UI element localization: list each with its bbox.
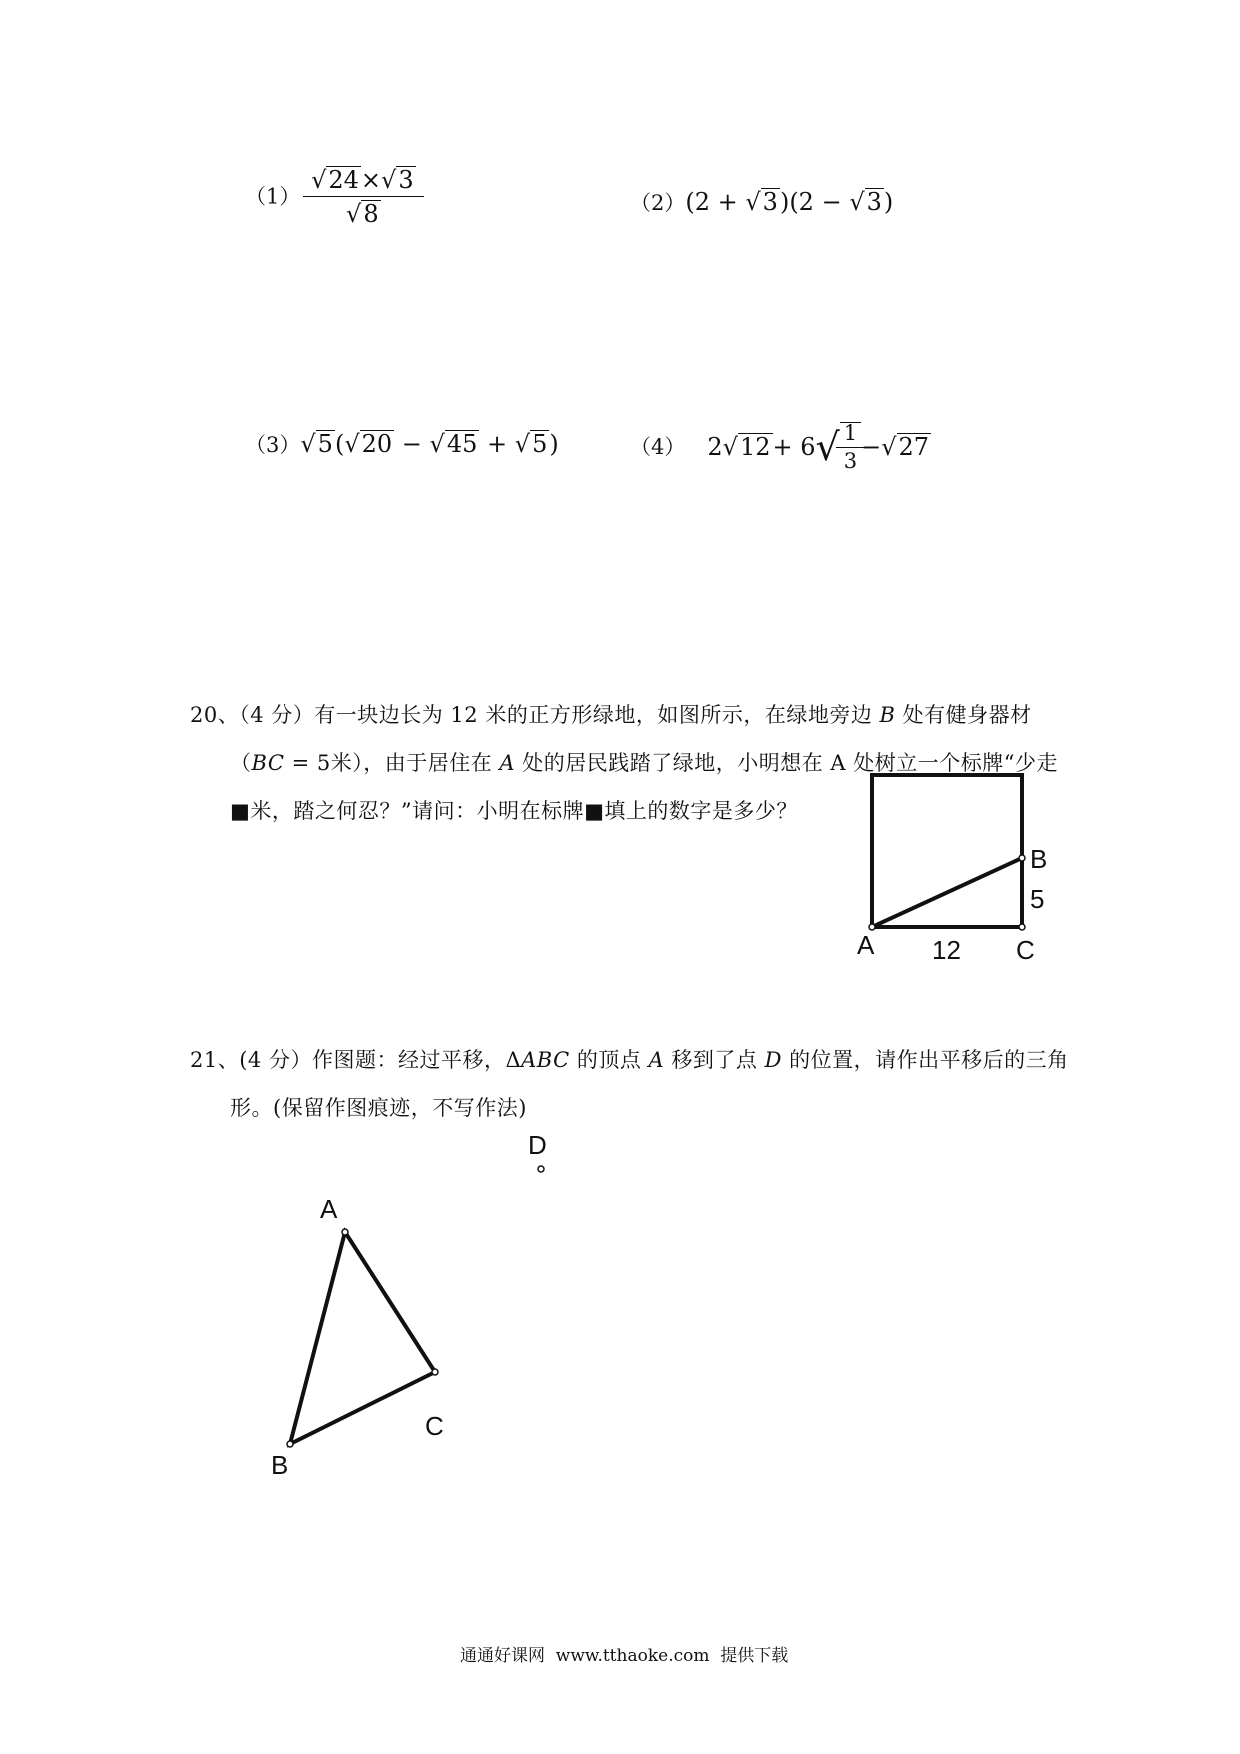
- q20-figure: [872, 775, 1022, 927]
- label-side-length: 12: [932, 935, 961, 965]
- vertex-c: [432, 1369, 438, 1375]
- q21-line-1: [190, 1050, 1069, 1071]
- q21-text: 形。(保留作图痕迹，不写作法): [230, 1096, 527, 1120]
- paren: (: [334, 430, 345, 458]
- q20-text: （: [230, 751, 252, 775]
- q20-text: ■米，踏之何忍？”请问：小明在标牌■填上的数字是多少？: [230, 799, 798, 823]
- radicand-45: 45: [446, 430, 478, 458]
- problem-1-fraction: $\frac{√24\times√3}{√8}$: [307, 166, 420, 228]
- radicand-24: 24: [328, 166, 359, 194]
- triangle-abc: [290, 1232, 435, 1444]
- label-vertex-a: A: [320, 1194, 338, 1224]
- radicand-12: 12: [739, 433, 771, 462]
- plus-six: + 6: [772, 433, 816, 461]
- coefficient: 2: [707, 433, 723, 461]
- q21-figure: [290, 1232, 435, 1444]
- plus-sign: +: [479, 430, 515, 458]
- times-sign: ×: [360, 166, 382, 194]
- radicand-3: 3: [762, 188, 778, 216]
- square-outline: [872, 775, 1022, 927]
- vertex-a: [342, 1229, 348, 1235]
- problem-1-label: （1）: [245, 184, 301, 209]
- paren: ): [549, 430, 559, 458]
- problem-2-part: ): [883, 188, 894, 216]
- fraction-denominator: 3: [836, 447, 865, 472]
- q21-text: 的位置，请作出平移后的三角: [781, 1048, 1069, 1072]
- segment-ab: [872, 858, 1022, 927]
- problem-2-part: )(2 −: [779, 188, 850, 216]
- label-d: D: [528, 1130, 547, 1160]
- problem-3-label: （3）: [245, 433, 301, 457]
- footer-credit: 通通好课网 www.tthaoke.com 提供下载: [460, 1646, 789, 1666]
- q20-text: 处有健身器材: [895, 703, 1032, 727]
- problem-2: （2）(2 + √3)(2 − √3): [630, 188, 894, 216]
- point-d: [538, 1166, 544, 1172]
- label-vertex-c: C: [425, 1411, 444, 1441]
- vertex-b: [287, 1441, 293, 1447]
- radicand-3: 3: [866, 188, 882, 216]
- radicand-5: 5: [317, 430, 333, 458]
- label-a: A: [857, 930, 875, 960]
- label-c: C: [1016, 935, 1035, 965]
- problem-4-label: （4）: [630, 434, 686, 459]
- q20-var: BC: [251, 751, 285, 775]
- label-bc-length: 5: [1030, 884, 1045, 914]
- problem-4: （4） 2 √ 12 + 6 √ $\frac{1}{3}$ − √ 27: [630, 421, 930, 473]
- q20-text: = 5米），由于居住在: [284, 751, 500, 775]
- q20-text: 处的居民践踏了绿地，小明想在 A 处树立一个标牌“少走: [515, 751, 1058, 775]
- fraction-numerator: 1: [843, 421, 858, 445]
- big-radical-sign: √: [815, 425, 840, 469]
- radicand-5: 5: [532, 430, 548, 458]
- q21-text: 21、(4 分）作图题：经过平移，Δ: [190, 1048, 522, 1072]
- problem-2-label: （2）: [630, 191, 686, 215]
- radicand-8: 8: [363, 200, 379, 229]
- radicand-27: 27: [898, 433, 930, 462]
- q20-var: A: [499, 751, 516, 775]
- radicand-3: 3: [398, 166, 414, 194]
- minus-sign: −: [861, 433, 882, 461]
- q20-text: 20、（4 分）有一块边长为 12 米的正方形绿地，如图所示，在绿地旁边: [190, 703, 880, 727]
- q21-text: 移到了点: [664, 1048, 765, 1072]
- problem-3: （3）√5(√20 − √45 + √5): [245, 430, 559, 458]
- label-vertex-b: B: [271, 1450, 289, 1480]
- q20-var: B: [879, 703, 896, 727]
- q21-text: 的顶点: [569, 1048, 649, 1072]
- point-b: [1019, 855, 1025, 861]
- label-b: B: [1030, 844, 1048, 874]
- point-c: [1019, 924, 1025, 930]
- minus-sign: −: [394, 430, 430, 458]
- problem-2-part: (2 +: [685, 188, 746, 216]
- radicand-20: 20: [361, 430, 393, 458]
- q21-var: D: [764, 1048, 782, 1072]
- q21-var: ABC: [521, 1048, 570, 1072]
- q21-line-2: [230, 1098, 527, 1119]
- q21-var: A: [648, 1048, 665, 1072]
